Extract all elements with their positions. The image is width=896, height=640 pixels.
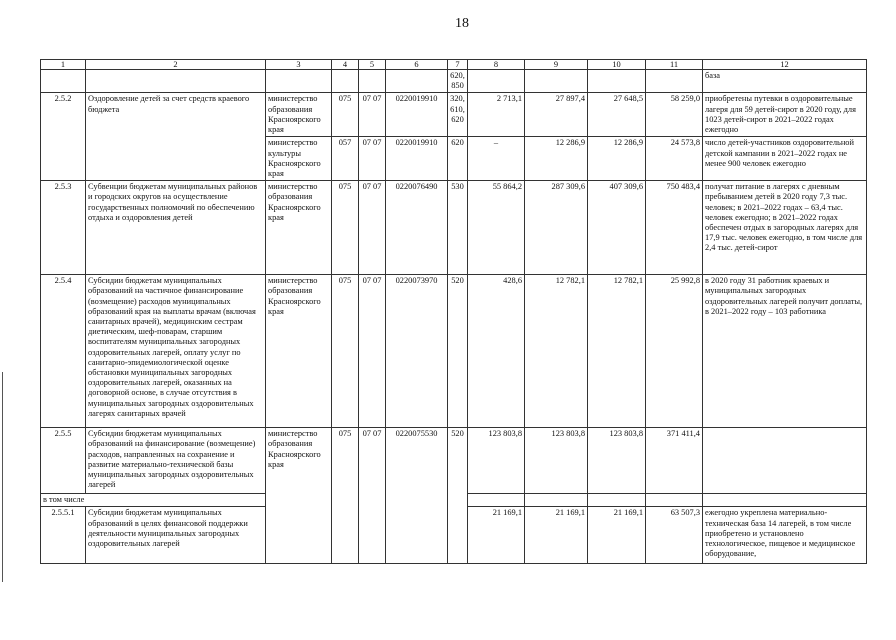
section-code: 07 07 xyxy=(359,137,386,181)
amount-total: 371 411,4 xyxy=(646,428,703,494)
page-number: 18 xyxy=(455,16,469,31)
section-code xyxy=(359,70,386,93)
column-number: 9 xyxy=(525,60,588,70)
administrator: министерство образования Красноярского края xyxy=(266,181,332,275)
table-row xyxy=(41,93,867,137)
amount-total: 58 259,0 xyxy=(646,93,703,137)
expected-result: база xyxy=(703,70,867,93)
expense-code: 620, 850 xyxy=(448,70,468,93)
target-code: 0220019910 xyxy=(386,137,448,181)
column-number: 12 xyxy=(703,60,867,70)
row-number xyxy=(41,70,86,93)
measure-name: Субсидии бюджетам муниципальных образований на частичное финансирование (возмещение) расходов муниципальных образований края на выплаты врачам (включая санитарных врачей), медицинским сестрам диетическим, шеф-поварам, старшим воспитателям муниципальных загородных оздоровительных лагерей, оплату услуг по санитарно-эпидемиологической оценке обстановки муниципальных загородных оздоровительных лагерей, оказанных на договорной основе, в случае отсутствия в муниципальных загородных оздоровительных лагерях санитарных врачей xyxy=(86,275,266,428)
scan-edge-line xyxy=(2,372,3,582)
expense-code: 620 xyxy=(448,137,468,181)
amount-2021: 12 286,9 xyxy=(525,137,588,181)
amount-2022 xyxy=(588,70,646,93)
amount-total xyxy=(646,494,703,507)
target-code: 0220075530 xyxy=(386,428,448,564)
administrator: министерство образования Красноярского края xyxy=(266,428,332,564)
grbs-code: 075 xyxy=(332,275,359,428)
column-number: 10 xyxy=(588,60,646,70)
amount-2021: 287 309,6 xyxy=(525,181,588,275)
amount-2020: 55 864,2 xyxy=(468,181,525,275)
amount-total: 63 507,3 xyxy=(646,507,703,564)
amount-total: 750 483,4 xyxy=(646,181,703,275)
expense-code: 530 xyxy=(448,181,468,275)
section-code: 07 07 xyxy=(359,275,386,428)
grbs-code: 075 xyxy=(332,93,359,137)
measure-name: Оздоровление детей за счет средств краевого бюджета xyxy=(86,93,266,181)
amount-2020: 21 169,1 xyxy=(468,507,525,564)
row-number: 2.5.5.1 xyxy=(41,507,86,564)
column-number: 7 xyxy=(448,60,468,70)
amount-2020: 2 713,1 xyxy=(468,93,525,137)
administrator: министерство культуры Красноярского края xyxy=(266,137,332,181)
row-number: 2.5.5 xyxy=(41,428,86,494)
section-code: 07 07 xyxy=(359,428,386,564)
column-number: 5 xyxy=(359,60,386,70)
measure-name: Субсидии бюджетам муниципальных образований в целях финансовой поддержки деятельности муниципальных загородных оздоровительных лагерей xyxy=(86,507,266,564)
grbs-code: 075 xyxy=(332,181,359,275)
target-code: 0220073970 xyxy=(386,275,448,428)
amount-total: 24 573,8 xyxy=(646,137,703,181)
column-number: 11 xyxy=(646,60,703,70)
grbs-code: 057 xyxy=(332,137,359,181)
amount-2021: 12 782,1 xyxy=(525,275,588,428)
column-number: 8 xyxy=(468,60,525,70)
table-row xyxy=(41,70,867,93)
amount-2021: 123 803,8 xyxy=(525,428,588,494)
administrator: министерство образования Красноярского края xyxy=(266,93,332,137)
row-number: 2.5.3 xyxy=(41,181,86,275)
expected-result xyxy=(703,428,867,494)
including-label: в том числе xyxy=(41,494,266,507)
table-row xyxy=(41,275,867,428)
target-code: 0220076490 xyxy=(386,181,448,275)
expense-code: 320, 610, 620 xyxy=(448,93,468,137)
column-number: 6 xyxy=(386,60,448,70)
section-code: 07 07 xyxy=(359,93,386,137)
row-number: 2.5.4 xyxy=(41,275,86,428)
amount-2020: – xyxy=(468,137,525,181)
table-row xyxy=(41,181,867,275)
grbs-code xyxy=(332,70,359,93)
amount-2020: 123 803,8 xyxy=(468,428,525,494)
expected-result: приобретены путевки в оздоровительные лагеря для 59 детей-сирот в 2020 году, для 1023 детей-сирот в 2021–2022 годах ежегодно xyxy=(703,93,867,137)
amount-2021: 21 169,1 xyxy=(525,507,588,564)
target-code xyxy=(386,70,448,93)
administrator: министерство образования Красноярского края xyxy=(266,275,332,428)
amount-2022: 21 169,1 xyxy=(588,507,646,564)
expected-result: получат питание в лагерях с дневным пребыванием детей в 2020 году 7,3 тыс. человек; в 2021–2022 годах – 63,4 тыс. человек ежегодно; в 2021–2022 годах обеспечен отдых в загородных лагерях для 17,9 тыс. человек ежегодно, в том числе для 2,4 тыс. детей-сирот xyxy=(703,181,867,275)
amount-total: 25 992,8 xyxy=(646,275,703,428)
column-number: 4 xyxy=(332,60,359,70)
column-number-row xyxy=(41,60,867,70)
amount-2022 xyxy=(588,494,646,507)
amount-2021: 27 897,4 xyxy=(525,93,588,137)
target-code: 0220019910 xyxy=(386,93,448,137)
section-code: 07 07 xyxy=(359,181,386,275)
amount-2020 xyxy=(468,494,525,507)
amount-2022: 12 782,1 xyxy=(588,275,646,428)
amount-total xyxy=(646,70,703,93)
table-row xyxy=(41,428,867,494)
amount-2022: 27 648,5 xyxy=(588,93,646,137)
column-number: 1 xyxy=(41,60,86,70)
grbs-code: 075 xyxy=(332,428,359,564)
measure-name xyxy=(86,70,266,93)
amount-2022: 407 309,6 xyxy=(588,181,646,275)
administrator xyxy=(266,70,332,93)
expected-result: число детей-участников оздоровительной детской кампании в 2021–2022 годах не менее 900 человек ежегодно xyxy=(703,137,867,181)
amount-2021 xyxy=(525,70,588,93)
row-number: 2.5.2 xyxy=(41,93,86,181)
expense-code: 520 xyxy=(448,428,468,564)
column-number: 3 xyxy=(266,60,332,70)
amount-2020 xyxy=(468,70,525,93)
amount-2022: 123 803,8 xyxy=(588,428,646,494)
measure-name: Субсидии бюджетам муниципальных образований на финансирование (возмещение) расходов, направленных на сохранение и развитие материально-технической базы муниципальных загородных оздоровительных лагерей xyxy=(86,428,266,494)
expense-code: 520 xyxy=(448,275,468,428)
program-table xyxy=(40,59,867,564)
amount-2022: 12 286,9 xyxy=(588,137,646,181)
measure-name: Субвенции бюджетам муниципальных районов и городских округов на осуществление государственных полномочий по обеспечению отдыха и оздоровления детей xyxy=(86,181,266,275)
amount-2020: 428,6 xyxy=(468,275,525,428)
expected-result: ежегодно укреплена материально-техническая база 14 лагерей, в том числе приобретено и установлено технологическое, пищевое и медицинское оборудование, xyxy=(703,507,867,564)
expected-result: в 2020 году 31 работник краевых и муниципальных загородных оздоровительных лагерей получит доплаты, в 2021–2022 году – 103 работника xyxy=(703,275,867,428)
column-number: 2 xyxy=(86,60,266,70)
amount-2021 xyxy=(525,494,588,507)
expected-result xyxy=(703,494,867,507)
